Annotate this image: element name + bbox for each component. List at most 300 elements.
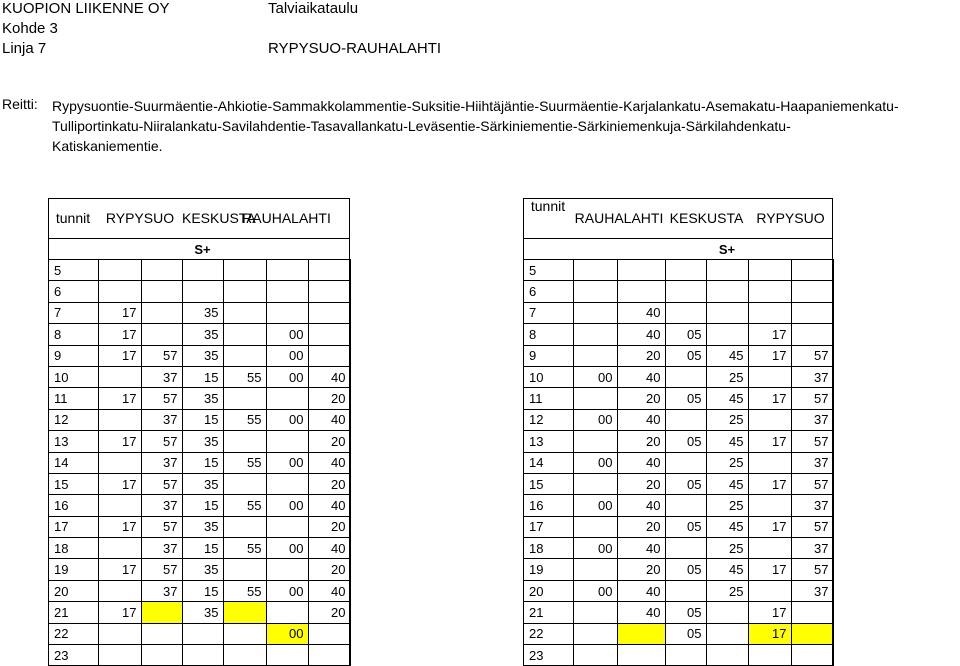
timetable-2 [523,198,834,666]
table-row [523,431,833,452]
minute-cell: 40 [617,580,665,601]
minute-cell [223,302,266,323]
minute-cell: 20 [308,516,350,537]
table-row [523,366,833,387]
minute-cell: 45 [706,388,748,409]
minute-cell: 37 [791,409,833,430]
hour-cell: 12 [48,409,98,430]
hour-cell: 10 [48,366,98,387]
minute-cell: 17 [98,388,141,409]
table-row [48,388,350,409]
minute-cell: 57 [141,345,182,366]
minute-cell: 40 [617,495,665,516]
minute-cell: 45 [706,345,748,366]
minute-cell [748,580,791,601]
minute-cell [791,623,833,644]
minute-cell: 40 [617,324,665,345]
hour-cell: 20 [48,580,98,601]
hours-header: tunnit [523,198,573,239]
minute-cell [791,645,833,666]
minute-cell: 37 [141,495,182,516]
minute-cell [141,623,182,644]
service-code: S+ [182,239,223,260]
hour-cell: 22 [523,623,573,644]
hours-header: tunnit [48,198,98,239]
hour-cell: 16 [48,495,98,516]
table-row [523,302,833,323]
minute-cell: 35 [182,431,223,452]
minute-cell: 55 [223,366,266,387]
minute-cell: 05 [665,324,706,345]
minute-cell: 00 [266,623,308,644]
minute-cell: 17 [748,324,791,345]
minute-cell: 15 [182,366,223,387]
minute-cell: 17 [748,431,791,452]
minute-cell [266,302,308,323]
minute-cell: 55 [223,495,266,516]
minute-cell [223,281,266,302]
minute-cell: 00 [266,495,308,516]
table-row [48,516,350,537]
minute-cell: 35 [182,345,223,366]
minute-cell [182,260,223,281]
minute-cell [266,431,308,452]
minute-cell [573,602,617,623]
stop-header: RAUHALAHTI [223,198,350,239]
table-row [523,452,833,473]
minute-cell: 20 [617,431,665,452]
minute-cell: 40 [308,409,350,430]
minute-cell [573,473,617,494]
hour-cell: 23 [48,645,98,666]
minute-cell: 40 [308,538,350,559]
hour-cell: 13 [523,431,573,452]
stop-header: RYPYSUO [748,198,833,239]
minute-cell: 40 [308,495,350,516]
table-row [523,559,833,580]
minute-cell [98,366,141,387]
hour-cell: 21 [523,602,573,623]
minute-cell: 00 [573,538,617,559]
route-description [52,96,957,156]
minute-cell: 20 [617,345,665,366]
minute-cell [748,645,791,666]
minute-cell: 57 [141,516,182,537]
hour-cell: 9 [523,345,573,366]
minute-cell [266,260,308,281]
minute-cell [748,495,791,516]
table-row [48,324,350,345]
minute-cell: 17 [748,388,791,409]
minute-cell [573,431,617,452]
minute-cell [98,260,141,281]
timetable-1 [48,198,351,666]
table-row [523,580,833,601]
minute-cell [665,645,706,666]
minute-cell [665,495,706,516]
minute-cell: 35 [182,602,223,623]
table-row [48,260,350,281]
hour-cell: 13 [48,431,98,452]
minute-cell: 35 [182,388,223,409]
minute-cell: 05 [665,388,706,409]
minute-cell [182,645,223,666]
minute-cell [266,516,308,537]
minute-cell: 57 [791,559,833,580]
minute-cell [223,473,266,494]
minute-cell [706,602,748,623]
minute-cell: 17 [98,516,141,537]
minute-cell: 00 [266,452,308,473]
minute-cell [665,580,706,601]
minute-cell [706,302,748,323]
table-row [523,281,833,302]
minute-cell: 00 [266,409,308,430]
minute-cell: 17 [98,345,141,366]
minute-cell: 35 [182,559,223,580]
minute-cell [665,366,706,387]
table-row [48,366,350,387]
minute-cell [223,345,266,366]
minute-cell: 17 [748,516,791,537]
minute-cell: 05 [665,623,706,644]
minute-cell [182,623,223,644]
header-spacer [308,239,350,260]
minute-cell: 00 [573,366,617,387]
minute-cell: 40 [308,580,350,601]
table-row [523,602,833,623]
minute-cell: 17 [98,431,141,452]
minute-cell: 05 [665,431,706,452]
hour-cell: 10 [523,366,573,387]
table-row [48,431,350,452]
minute-cell: 45 [706,559,748,580]
minute-cell [308,345,350,366]
minute-cell [141,645,182,666]
minute-cell: 55 [223,538,266,559]
header-spacer [48,239,98,260]
minute-cell: 37 [791,538,833,559]
minute-cell: 00 [573,580,617,601]
minute-cell [665,302,706,323]
minute-cell [791,324,833,345]
minute-cell [706,623,748,644]
minute-cell [266,388,308,409]
minute-cell: 05 [665,345,706,366]
minute-cell [266,281,308,302]
line-label: Linja 7 [2,40,47,57]
minute-cell: 20 [617,516,665,537]
stop-header: RYPYSUO [98,198,182,239]
hour-cell: 7 [523,302,573,323]
header-spacer [98,239,141,260]
minute-cell [665,452,706,473]
minute-cell [791,281,833,302]
minute-cell: 25 [706,495,748,516]
minute-cell: 40 [617,538,665,559]
hour-cell: 15 [523,473,573,494]
minute-cell: 40 [308,366,350,387]
minute-cell: 55 [223,580,266,601]
minute-cell: 05 [665,516,706,537]
header-spacer [665,239,706,260]
table-row [48,452,350,473]
minute-cell [141,281,182,302]
minute-cell [791,260,833,281]
minute-cell [573,388,617,409]
minute-cell [308,281,350,302]
minute-cell [748,538,791,559]
table-row [523,623,833,644]
minute-cell [266,559,308,580]
minute-cell: 35 [182,473,223,494]
minute-cell [223,645,266,666]
route-line-1: Rypysuontie-Suurmäentie-Ahkiotie-Sammakkolammentie-Suksitie-Hiihtäjäntie-Suurmäentie-Karjalankatu-Asemakatu-Haapaniemenkatu- [52,98,899,114]
hour-cell: 22 [48,623,98,644]
table-row [523,645,833,666]
minute-cell [308,302,350,323]
minute-cell: 57 [141,388,182,409]
minute-cell: 25 [706,452,748,473]
table-row [523,409,833,430]
minute-cell [98,580,141,601]
minute-cell: 45 [706,473,748,494]
table-row [523,345,833,366]
header-spacer [223,239,266,260]
hour-cell: 17 [523,516,573,537]
hour-cell: 15 [48,473,98,494]
minute-cell [98,452,141,473]
hour-cell: 21 [48,602,98,623]
stop-header: KESKUSTA [665,198,748,239]
minute-cell [308,324,350,345]
minute-cell: 37 [141,409,182,430]
minute-cell: 17 [748,559,791,580]
minute-cell: 37 [141,580,182,601]
minute-cell: 17 [748,473,791,494]
hour-cell: 20 [523,580,573,601]
minute-cell [573,302,617,323]
minute-cell: 00 [266,324,308,345]
minute-cell: 17 [98,473,141,494]
route-line-3: Katiskaniementie. [52,138,163,154]
minute-cell: 20 [617,473,665,494]
minute-cell: 35 [182,324,223,345]
document-title: Talviaikataulu [268,0,359,17]
hour-cell: 8 [48,324,98,345]
minute-cell: 00 [266,580,308,601]
table-row [48,409,350,430]
table-row [48,538,350,559]
minute-cell [573,324,617,345]
minute-cell [223,602,266,623]
minute-cell: 57 [141,559,182,580]
company-name: KUOPION LIIKENNE OY [2,0,170,17]
area-label: Kohde 3 [2,20,58,37]
minute-cell: 55 [223,452,266,473]
minute-cell: 25 [706,538,748,559]
minute-cell [98,623,141,644]
minute-cell: 17 [98,302,141,323]
header-spacer [266,239,308,260]
table-row [48,495,350,516]
hour-cell: 18 [523,538,573,559]
table-row [523,260,833,281]
hour-cell: 6 [48,281,98,302]
minute-cell [308,260,350,281]
minute-cell: 05 [665,602,706,623]
minute-cell [573,260,617,281]
minute-cell: 37 [791,580,833,601]
minute-cell [573,645,617,666]
minute-cell [223,324,266,345]
minute-cell: 25 [706,366,748,387]
minute-cell: 15 [182,538,223,559]
minute-cell [573,559,617,580]
minute-cell: 57 [791,473,833,494]
minute-cell: 20 [308,473,350,494]
minute-cell [223,388,266,409]
minute-cell [706,281,748,302]
hour-cell: 9 [48,345,98,366]
minute-cell: 20 [308,559,350,580]
minute-cell [141,324,182,345]
hour-cell: 14 [48,452,98,473]
minute-cell: 20 [617,559,665,580]
minute-cell [573,623,617,644]
minute-cell [665,409,706,430]
minute-cell [665,281,706,302]
minute-cell: 00 [573,452,617,473]
hour-cell: 8 [523,324,573,345]
minute-cell [665,538,706,559]
hour-cell: 5 [48,260,98,281]
minute-cell: 00 [266,345,308,366]
minute-cell: 37 [791,452,833,473]
minute-cell [308,645,350,666]
minute-cell [266,473,308,494]
table-row [48,623,350,644]
minute-cell [98,281,141,302]
minute-cell: 40 [617,602,665,623]
hour-cell: 6 [523,281,573,302]
minute-cell: 35 [182,302,223,323]
minute-cell: 40 [617,366,665,387]
minute-cell [748,302,791,323]
minute-cell: 35 [182,516,223,537]
minute-cell: 37 [791,495,833,516]
header-spacer [141,239,182,260]
table-row [48,580,350,601]
hour-cell: 11 [48,388,98,409]
table-row [48,302,350,323]
hour-cell: 7 [48,302,98,323]
hour-cell: 17 [48,516,98,537]
minute-cell: 37 [791,366,833,387]
minute-cell: 15 [182,495,223,516]
route-line-2: Tulliportinkatu-Niiralankatu-Savilahdentie-Tasavallankatu-Leväsentie-Särkiniementie-Särkiniemenkuja-Särkilahdenkatu- [52,118,791,134]
minute-cell: 57 [141,431,182,452]
minute-cell [223,559,266,580]
minute-cell [141,302,182,323]
table-row [48,345,350,366]
minute-cell [706,324,748,345]
minute-cell [573,345,617,366]
minute-cell [182,281,223,302]
minute-cell: 05 [665,559,706,580]
table-row [523,324,833,345]
minute-cell: 40 [617,452,665,473]
hour-cell: 18 [48,538,98,559]
minute-cell [748,409,791,430]
minute-cell: 05 [665,473,706,494]
header-spacer [573,239,617,260]
minute-cell: 57 [791,388,833,409]
minute-cell [573,281,617,302]
minute-cell [748,452,791,473]
minute-cell [141,602,182,623]
hour-cell: 5 [523,260,573,281]
table-row [523,388,833,409]
minute-cell: 57 [141,473,182,494]
minute-cell [223,431,266,452]
minute-cell: 45 [706,516,748,537]
minute-cell: 00 [573,409,617,430]
minute-cell: 40 [617,409,665,430]
hour-cell: 19 [48,559,98,580]
header-spacer [791,239,833,260]
table-row [48,645,350,666]
minute-cell [791,602,833,623]
minute-cell: 37 [141,538,182,559]
minute-cell: 57 [791,345,833,366]
minute-cell: 25 [706,409,748,430]
minute-cell: 00 [266,538,308,559]
minute-cell [308,623,350,644]
minute-cell [665,260,706,281]
minute-cell: 20 [308,388,350,409]
minute-cell: 20 [308,602,350,623]
minute-cell: 17 [748,345,791,366]
minute-cell: 57 [791,431,833,452]
minute-cell: 17 [98,324,141,345]
minute-cell [748,366,791,387]
minute-cell: 17 [748,602,791,623]
minute-cell: 15 [182,409,223,430]
minute-cell [98,495,141,516]
table-row [523,516,833,537]
table-row [523,538,833,559]
minute-cell [706,645,748,666]
table-row [48,602,350,623]
minute-cell: 20 [308,431,350,452]
table-row [48,281,350,302]
minute-cell: 17 [98,559,141,580]
table-row [48,559,350,580]
minute-cell [706,260,748,281]
minute-cell [98,409,141,430]
minute-cell: 40 [308,452,350,473]
hour-cell: 16 [523,495,573,516]
minute-cell: 15 [182,580,223,601]
minute-cell [617,645,665,666]
minute-cell: 37 [141,366,182,387]
minute-cell: 15 [182,452,223,473]
minute-cell: 17 [98,602,141,623]
minute-cell [223,260,266,281]
minute-cell [617,623,665,644]
minute-cell [266,645,308,666]
